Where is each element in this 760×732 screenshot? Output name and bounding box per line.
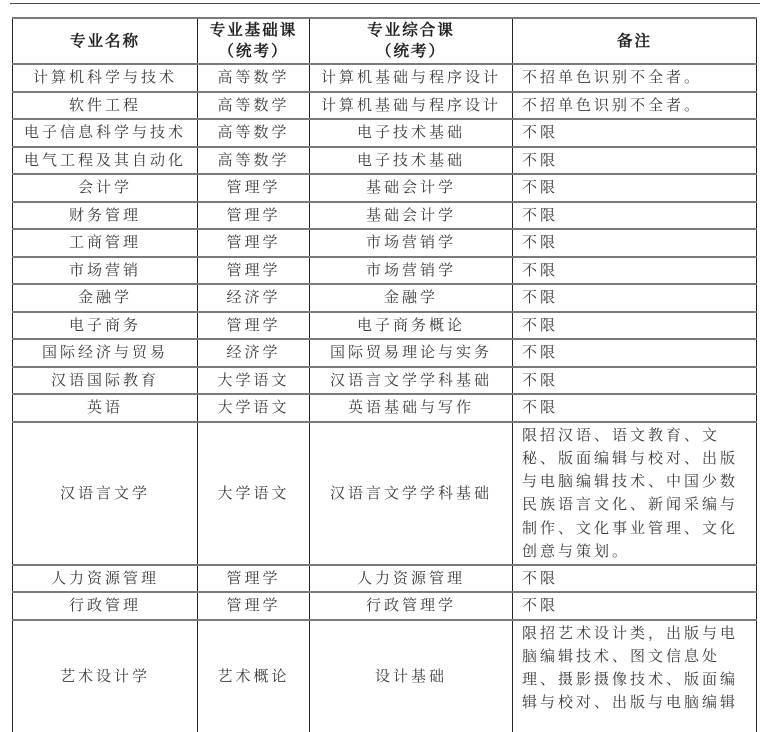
cell-major: 行政管理 — [13, 592, 198, 620]
header-comprehensive-course-line2: （统考） — [375, 42, 446, 60]
cell-remarks: 不限 — [513, 339, 757, 367]
cell-comprehensive-course: 市场营销学 — [310, 257, 513, 285]
header-remarks — [513, 18, 757, 64]
header-remarks-label: 备注 — [616, 31, 652, 50]
header-basic-course-line2: （统考） — [218, 42, 289, 60]
cell-comprehensive-course: 汉语言文学学科基础 — [310, 367, 513, 395]
cell-basic-course: 管理学 — [198, 174, 310, 202]
table-row — [13, 119, 757, 147]
cell-remarks: 不限 — [513, 394, 757, 422]
table-header-row — [13, 18, 757, 64]
table-row — [13, 394, 757, 422]
cell-major: 电子商务 — [13, 312, 198, 340]
cell-comprehensive-course: 市场营销学 — [310, 229, 513, 257]
table-row — [13, 64, 757, 92]
table-row — [13, 257, 757, 285]
cell-remarks: 不限 — [513, 147, 757, 175]
cell-basic-course: 管理学 — [198, 202, 310, 230]
cell-comprehensive-course: 计算机基础与程序设计 — [310, 92, 513, 120]
cell-comprehensive-course: 基础会计学 — [310, 174, 513, 202]
table-row — [13, 229, 757, 257]
top-accent-rule — [10, 3, 760, 4]
cell-major: 金融学 — [13, 284, 198, 312]
cell-major: 工商管理 — [13, 229, 198, 257]
cell-remarks: 不限 — [513, 592, 757, 620]
cell-major: 计算机科学与技术 — [13, 64, 198, 92]
cell-comprehensive-course: 英语基础与写作 — [310, 394, 513, 422]
cell-major: 电气工程及其自动化 — [13, 147, 198, 175]
cell-major: 汉语言文学 — [13, 422, 198, 565]
cell-basic-course: 大学语文 — [198, 394, 310, 422]
cell-major: 财务管理 — [13, 202, 198, 230]
cell-basic-course: 管理学 — [198, 565, 310, 593]
table-row — [13, 620, 757, 732]
cell-remarks: 不招单色识别不全者。 — [513, 64, 757, 92]
table-row — [13, 174, 757, 202]
cell-comprehensive-course: 国际贸易理论与实务 — [310, 339, 513, 367]
header-major-name — [13, 18, 198, 64]
cell-basic-course: 管理学 — [198, 257, 310, 285]
cell-basic-course: 经济学 — [198, 339, 310, 367]
header-basic-course — [198, 18, 310, 64]
major-requirements-table — [12, 17, 757, 732]
cell-remarks: 不限 — [513, 284, 757, 312]
cell-remarks: 不限 — [513, 229, 757, 257]
cell-comprehensive-course: 行政管理学 — [310, 592, 513, 620]
cell-comprehensive-course: 设计基础 — [310, 620, 513, 732]
cell-basic-course: 管理学 — [198, 229, 310, 257]
table-row — [13, 565, 757, 593]
table-row — [13, 367, 757, 395]
cell-major: 市场营销 — [13, 257, 198, 285]
header-basic-course-line1: 专业基础课 — [209, 21, 298, 39]
cell-comprehensive-course: 电子技术基础 — [310, 119, 513, 147]
cell-remarks: 不限 — [513, 174, 757, 202]
cell-basic-course: 大学语文 — [198, 422, 310, 565]
table-row — [13, 147, 757, 175]
cell-comprehensive-course: 基础会计学 — [310, 202, 513, 230]
cell-basic-course: 高等数学 — [198, 92, 310, 120]
cell-basic-course: 经济学 — [198, 284, 310, 312]
header-comprehensive-course-line1: 专业综合课 — [367, 21, 455, 39]
cell-remarks: 不限 — [513, 119, 757, 147]
table-row — [13, 312, 757, 340]
cell-basic-course: 高等数学 — [198, 147, 310, 175]
cell-comprehensive-course: 汉语言文学学科基础 — [310, 422, 513, 565]
cell-comprehensive-course: 电子商务概论 — [310, 312, 513, 340]
header-comprehensive-course — [310, 18, 513, 64]
table-row — [13, 592, 757, 620]
cell-comprehensive-course: 金融学 — [310, 284, 513, 312]
cell-comprehensive-course: 人力资源管理 — [310, 565, 513, 593]
cell-remarks: 不限 — [513, 367, 757, 395]
cell-basic-course: 艺术概论 — [198, 620, 310, 732]
cell-major: 人力资源管理 — [13, 565, 198, 593]
cell-remarks: 限招艺术设计类，出版与电脑编辑技术、图文信息处理、摄影摄像技术、版面编辑与校对、出版与电脑编辑 — [513, 620, 757, 732]
cell-remarks: 不限 — [513, 202, 757, 230]
cell-basic-course: 大学语文 — [198, 367, 310, 395]
table-row — [13, 422, 757, 565]
table-row — [13, 92, 757, 120]
cell-basic-course: 高等数学 — [198, 119, 310, 147]
cell-remarks: 不招单色识别不全者。 — [513, 92, 757, 120]
cell-basic-course: 高等数学 — [198, 64, 310, 92]
cell-basic-course: 管理学 — [198, 312, 310, 340]
cell-major: 会计学 — [13, 174, 198, 202]
cell-basic-course: 管理学 — [198, 592, 310, 620]
cell-major: 电子信息科学与技术 — [13, 119, 198, 147]
table-row — [13, 284, 757, 312]
cell-comprehensive-course: 计算机基础与程序设计 — [310, 64, 513, 92]
cell-remarks: 不限 — [513, 257, 757, 285]
cell-major: 英语 — [13, 394, 198, 422]
cell-major: 国际经济与贸易 — [13, 339, 198, 367]
table-row — [13, 339, 757, 367]
cell-major: 软件工程 — [13, 92, 198, 120]
cell-remarks: 不限 — [513, 312, 757, 340]
cell-major: 艺术设计学 — [13, 620, 198, 732]
cell-remarks: 不限 — [513, 565, 757, 593]
cell-remarks: 限招汉语、语文教育、文秘、版面编辑与校对、出版与电脑编辑技术、中国少数民族语言文化、新闻采编与制作、文化事业管理、文化创意与策划。 — [513, 422, 757, 565]
header-major-name-label: 专业名称 — [69, 31, 140, 50]
cell-major: 汉语国际教育 — [13, 367, 198, 395]
table-row — [13, 202, 757, 230]
cell-comprehensive-course: 电子技术基础 — [310, 147, 513, 175]
